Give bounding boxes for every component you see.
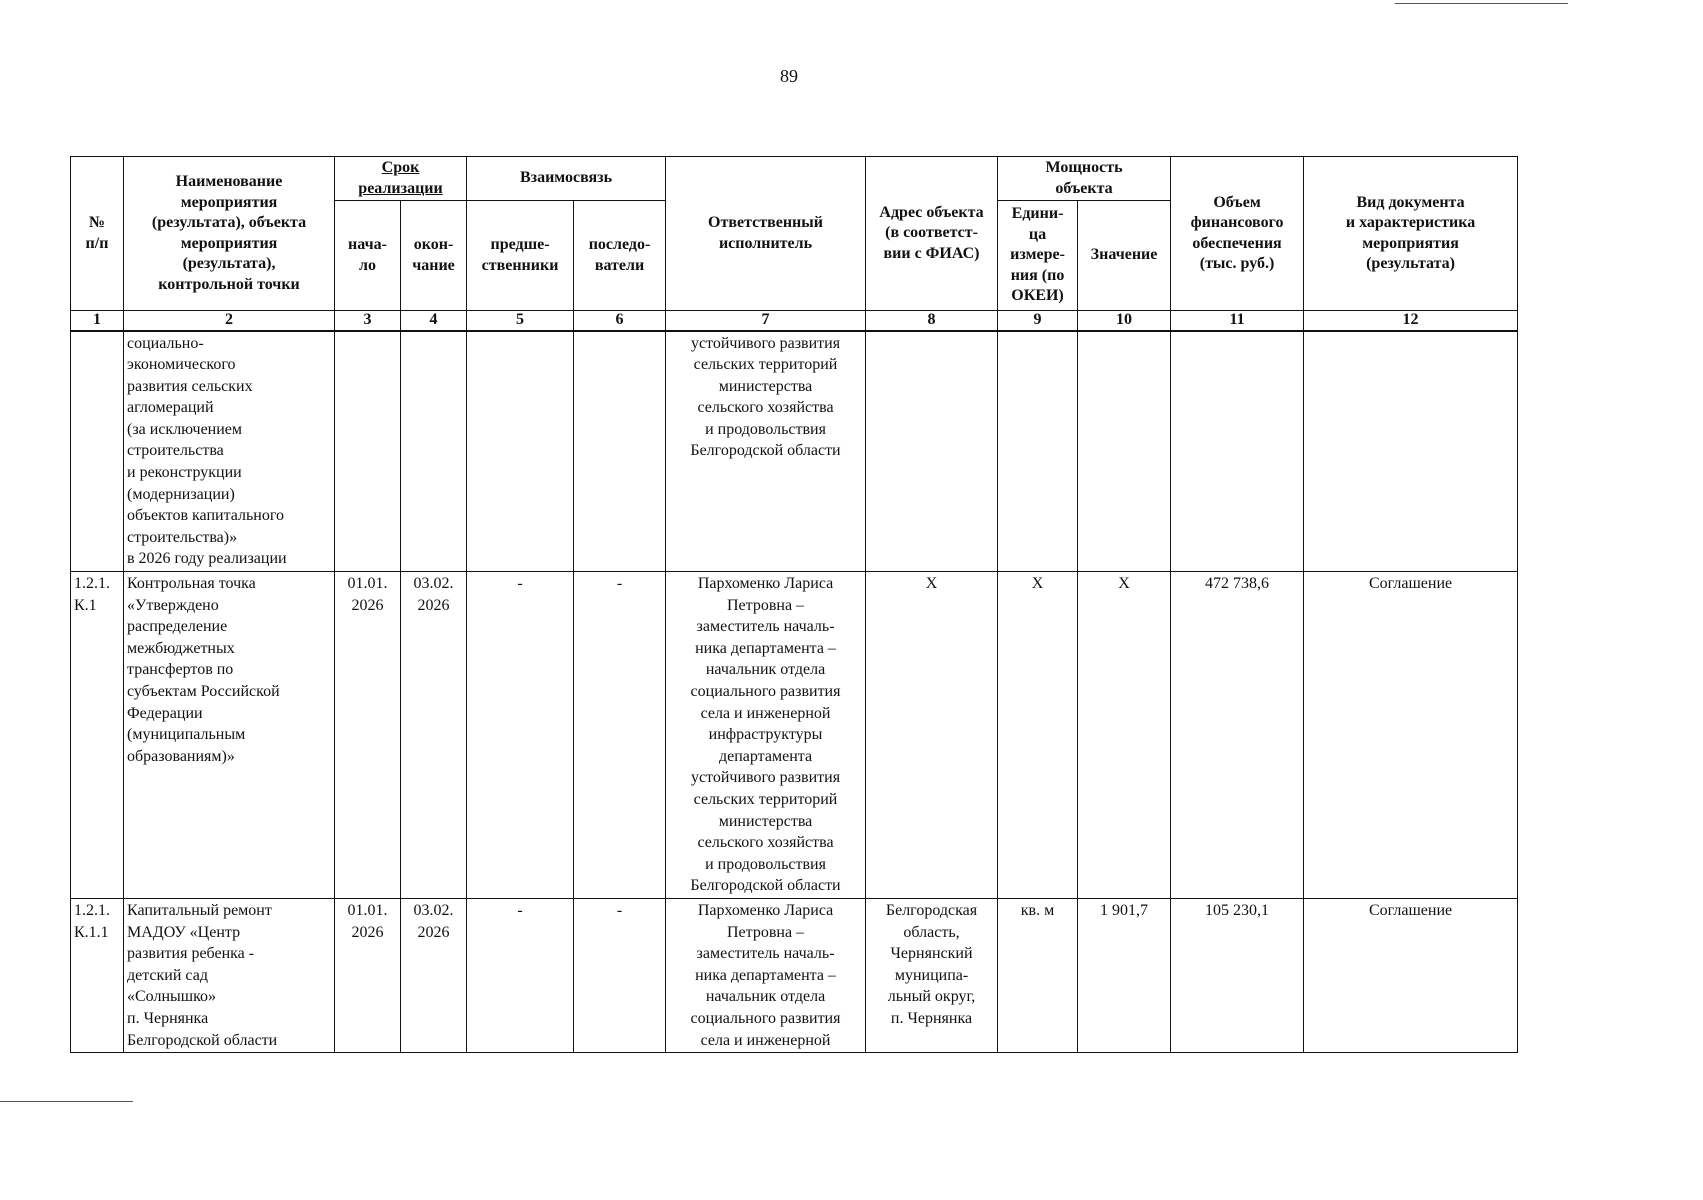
cell-responsible: устойчивого развития сельских территорий министерства сельского хозяйства и продовольствия Белгородской области — [666, 331, 866, 572]
cell-unit — [998, 331, 1078, 572]
cell-address: Х — [866, 572, 998, 899]
header-link: Взаимосвязь — [467, 157, 666, 201]
cell-name: социально- экономического развития сельских агломераций (за исключением строительства и реконструкции (модернизации) объектов капитального строительства)» в 2026 году реализации — [124, 331, 335, 572]
cell-value: Х — [1078, 572, 1171, 899]
header-end: окон- чание — [401, 201, 467, 311]
cell-responsible: Пархоменко Лариса Петровна – заместитель началь- ника департамента – начальник отдела социального развития села и инженерной — [666, 898, 866, 1052]
header-finance: Объем финансового обеспечения (тыс. руб.) — [1171, 157, 1304, 311]
column-number: 10 — [1078, 311, 1171, 331]
column-number: 9 — [998, 311, 1078, 331]
page-number: 89 — [780, 66, 798, 86]
cell-no: 1.2.1. К.1 — [71, 572, 124, 899]
cell-end: 03.02. 2026 — [401, 898, 467, 1052]
header-term: Срок реализации — [335, 157, 467, 201]
header-document: Вид документа и характеристика мероприятия (результата) — [1304, 157, 1518, 311]
column-number: 1 — [71, 311, 124, 331]
cell-end — [401, 331, 467, 572]
header-power: Мощность объекта — [998, 157, 1171, 201]
cell-address: Белгородская область, Чернянский муниципа- льный округ, п. Чернянка — [866, 898, 998, 1052]
table-row — [71, 572, 1518, 899]
cell-document: Соглашение — [1304, 572, 1518, 899]
table-row — [71, 331, 1518, 572]
header-unit: Едини- ца измере- ния (по ОКЕИ) — [998, 201, 1078, 311]
cell-responsible: Пархоменко Лариса Петровна – заместитель началь- ника департамента – начальник отдела социального развития села и инженерной инфраструктуры департамента устойчивого развития сельских территорий министерства сельского хозяйства и продовольствия Белгородской области — [666, 572, 866, 899]
column-number: 5 — [467, 311, 574, 331]
cell-document: Соглашение — [1304, 898, 1518, 1052]
cell-name: Контрольная точка «Утверждено распределение межбюджетных трансфертов по субъектам Российской Федерации (муниципальным образованиям)» — [124, 572, 335, 899]
cell-predecessors: - — [467, 898, 574, 1052]
cell-successors: - — [574, 898, 666, 1052]
cell-no: 1.2.1. К.1.1 — [71, 898, 124, 1052]
cell-start: 01.01. 2026 — [335, 898, 401, 1052]
cell-finance: 105 230,1 — [1171, 898, 1304, 1052]
column-number: 11 — [1171, 311, 1304, 331]
column-number: 7 — [666, 311, 866, 331]
header-responsible: Ответственный исполнитель — [666, 157, 866, 311]
cell-document — [1304, 331, 1518, 572]
column-number: 12 — [1304, 311, 1518, 331]
scan-artifact-top-right — [1395, 3, 1568, 4]
cell-start: 01.01. 2026 — [335, 572, 401, 899]
cell-unit: кв. м — [998, 898, 1078, 1052]
cell-no — [71, 331, 124, 572]
cell-unit: Х — [998, 572, 1078, 899]
plan-table — [70, 156, 1518, 1053]
cell-value: 1 901,7 — [1078, 898, 1171, 1052]
header-successors: последо- ватели — [574, 201, 666, 311]
cell-value — [1078, 331, 1171, 572]
header-value: Значение — [1078, 201, 1171, 311]
cell-name: Капитальный ремонт МАДОУ «Центр развития ребенка - детский сад «Солнышко» п. Чернянка Белгородской области — [124, 898, 335, 1052]
column-number: 4 — [401, 311, 467, 331]
header-predecessors: предше- ственники — [467, 201, 574, 311]
cell-predecessors: - — [467, 572, 574, 899]
header-name: Наименование мероприятия (результата), объекта мероприятия (результата), контрольной точки — [124, 157, 335, 311]
header-no: № п/п — [71, 157, 124, 311]
cell-finance: 472 738,6 — [1171, 572, 1304, 899]
header-address: Адрес объекта (в соответст- вии с ФИАС) — [866, 157, 998, 311]
column-number: 6 — [574, 311, 666, 331]
cell-start — [335, 331, 401, 572]
scan-artifact-bottom-left — [0, 1101, 133, 1102]
cell-end: 03.02. 2026 — [401, 572, 467, 899]
cell-successors — [574, 331, 666, 572]
cell-address — [866, 331, 998, 572]
column-number: 3 — [335, 311, 401, 331]
cell-successors: - — [574, 572, 666, 899]
cell-predecessors — [467, 331, 574, 572]
column-number: 8 — [866, 311, 998, 331]
table-row — [71, 898, 1518, 1052]
column-number: 2 — [124, 311, 335, 331]
cell-finance — [1171, 331, 1304, 572]
header-start: нача- ло — [335, 201, 401, 311]
